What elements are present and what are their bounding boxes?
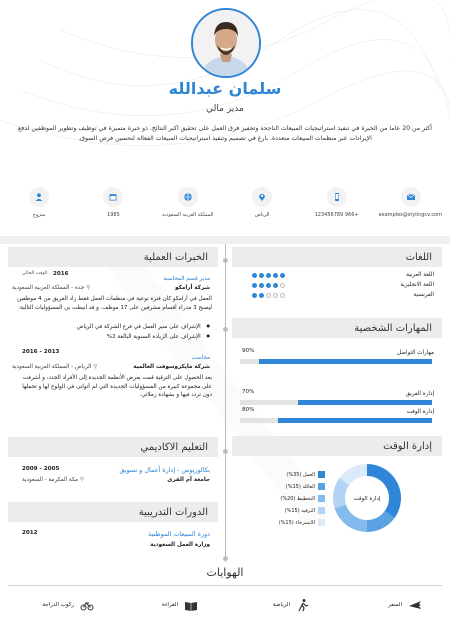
donut-slice: [367, 514, 390, 526]
job-title: مدير مالي: [206, 104, 244, 114]
contact-birth-year-label: 1985: [107, 212, 120, 218]
exp2-location-text: الرياض - المملكة العربية السعودية: [12, 364, 92, 370]
contact-email[interactable]: [380, 187, 442, 218]
language-level-dots: [252, 283, 285, 288]
skill-percent: 70%: [242, 389, 255, 395]
hobby-travel-label: السفر: [388, 602, 402, 608]
hobbies-title: الهوايات: [206, 566, 244, 579]
legend-swatch: [318, 507, 325, 514]
legend-swatch: [318, 471, 325, 478]
location-pin-icon: ⚲: [93, 364, 98, 370]
exp1-bullet: [77, 324, 210, 330]
course-date: 2012: [22, 530, 38, 536]
edu-degree: بكالوريوس - إدارة أعمال و تسويق: [119, 466, 210, 474]
contact-marital-status: [8, 187, 70, 218]
reading-icon: [184, 598, 198, 612]
language-level-dot: [266, 283, 271, 288]
exp2-location: [12, 364, 97, 370]
skill-name: مهارات التواصل: [397, 350, 434, 356]
exp1-company: شركة أرامكو: [175, 285, 210, 291]
phone-icon: [327, 187, 347, 207]
timeline-line: [225, 244, 226, 562]
location-icon: [252, 187, 272, 207]
language-level-dot: [266, 273, 271, 278]
language-row: [232, 272, 434, 282]
skill-name: إدارة الفريق: [405, 391, 434, 397]
contact-country: [157, 187, 219, 218]
contact-birth-year: [82, 187, 144, 218]
language-name: اللغة الانجليزية: [400, 282, 434, 288]
contact-phone-label: +966 123456789: [314, 212, 359, 218]
hobby-sport-label: الرياضة: [272, 602, 290, 608]
exp1-bullet-text: الإشراف على سير العمل في فرع الشركة في الرياض: [76, 324, 201, 330]
donut-slice: [339, 482, 344, 507]
exp1-bullet: [107, 334, 210, 340]
language-level-dot: [280, 273, 285, 278]
contact-city: [231, 187, 293, 218]
exp2-role: محاسب: [191, 355, 210, 361]
skill-bar: [240, 359, 432, 364]
skill-bar-fill: [298, 400, 432, 405]
language-level-dot: [252, 283, 257, 288]
exp1-bullet-text: الإشراف على الزيادة السنوية البالغة 2%: [106, 334, 201, 340]
edu-location-text: مكة المكرمة - السعودية: [22, 477, 78, 483]
timeline-dot: [223, 449, 228, 454]
skill-bar: [240, 400, 432, 405]
exp1-date-start: 2016: [53, 271, 69, 277]
language-level-dot: [280, 293, 285, 298]
profile-summary: أكثر من 20 عاما من الخبرة في تنفيذ استراتيجيات المبيعات الناجحة وتحفيز فرق العمل على تحقيق اكبر النتائج. ذو خبرة متميزة في توظيف وتطوير الموظفين لدفع الإيرادات عبر منظمات المبيعات متعددة. بارع في تصميم وتنفيذ استراتيجيات المبيعات الفعالة لتحسين فرص السوق.: [18, 125, 432, 142]
language-level-dot: [266, 293, 271, 298]
language-name: الفرنسية: [413, 292, 434, 298]
timeline-dot: [223, 556, 228, 561]
language-level-dot: [252, 273, 257, 278]
exp1-date-end: الوقت الحالي: [22, 271, 48, 276]
running-icon: [296, 598, 310, 612]
language-level-dots: [252, 293, 285, 298]
hobby-cycling-label: ركوب الدراجة: [42, 602, 74, 608]
language-level-dot: [259, 283, 264, 288]
legend-swatch: [318, 519, 325, 526]
hobby-reading-label: القراءة: [161, 602, 178, 608]
location-pin-icon: ⚲: [79, 477, 84, 483]
legend-label: التخطيط (20%): [280, 496, 315, 502]
airplane-icon: [408, 598, 422, 612]
bullet-icon: [203, 323, 211, 329]
language-name: اللغة العربية: [406, 272, 434, 278]
time-donut-chart: [330, 461, 404, 535]
education-section-title: [8, 437, 218, 457]
exp2-company: شركة مايكروسوفت العالمية: [133, 364, 210, 370]
language-level-dot: [280, 283, 285, 288]
skill-percent: 80%: [242, 407, 255, 413]
skill-name: إدارة الوقت: [406, 409, 434, 415]
donut-slice: [367, 470, 395, 514]
legend-swatch: [318, 495, 325, 502]
skill-bar-fill: [259, 359, 432, 364]
legend-label: الترفيه (15%): [284, 508, 315, 514]
language-level-dot: [259, 293, 264, 298]
location-pin-icon: ⚲: [86, 285, 91, 291]
hobby-cycling: [42, 598, 94, 612]
legend-label: العائلة (15%): [285, 484, 315, 490]
calendar-icon: [103, 187, 123, 207]
contact-marital-status-label: متزوج: [32, 212, 46, 218]
skill-bar: [240, 418, 432, 423]
hobby-sport: [273, 598, 310, 612]
full-name: سلمان عبدالله: [168, 79, 282, 98]
languages-title-text: اللغات: [405, 251, 432, 263]
donut-center-label: إدارة الوقت: [353, 496, 381, 502]
timeline-dot: [223, 327, 228, 332]
contact-email-label: examples@stylingcv.com: [378, 212, 442, 218]
contact-country-label: المملكة العربية السعودية: [162, 212, 214, 218]
language-level-dot: [252, 293, 257, 298]
experience-title-text: الخبرات العملية: [143, 251, 208, 263]
course-name: دورة المبيعات الموطنية: [148, 530, 210, 538]
bullet-icon: [203, 333, 211, 339]
timeline-dot: [223, 258, 228, 263]
skill-percent: 90%: [242, 348, 255, 354]
contact-city-label: الرياض: [254, 212, 270, 218]
hobbies-divider: [8, 585, 442, 586]
skill-bar-fill: [278, 418, 432, 423]
edu-school: جامعة أم القرى: [167, 477, 210, 483]
courses-section-title: [8, 502, 218, 522]
donut-slice: [340, 507, 367, 526]
exp1-location-text: جدة - المملكة العربية السعودية: [12, 285, 85, 291]
education-title-text: التعليم الاكاديمي: [140, 441, 208, 453]
edu-location: [22, 477, 84, 483]
hobby-reading: [162, 598, 198, 612]
edu-date-range: 2005 - 2009: [22, 466, 60, 472]
globe-icon: [178, 187, 198, 207]
email-icon: [401, 187, 421, 207]
skills-title-text: المهارات الشخصية: [354, 322, 432, 334]
courses-title-text: الدورات التدريبية: [138, 506, 208, 518]
exp2-description: بعد الحصول على الترقية قمت بعرض الأنظمة الجديدة إلى الأفراد الجدد، و أشرفت على مجموعة كبيرة من المسؤوليات الجديدة التي لم أتوانى في الولوج لها و تحملها دون تردد فيها و بشهادة زملائي.: [22, 375, 212, 398]
contact-phone[interactable]: [306, 187, 368, 218]
exp2-date-range: 2013 - 2016: [22, 349, 60, 355]
time-section-title: [232, 436, 442, 456]
language-row: [232, 282, 434, 292]
language-level-dot: [259, 273, 264, 278]
legend-label: الاسترخاء (15%): [278, 520, 315, 526]
profile-photo: [191, 8, 261, 78]
person-icon: [29, 187, 49, 207]
language-row: [232, 292, 434, 302]
languages-section-title: [232, 247, 442, 267]
legend-label: العمل (35%): [286, 472, 315, 478]
skills-section-title: [232, 318, 442, 338]
language-level-dot: [273, 273, 278, 278]
experience-section-title: [8, 247, 218, 267]
separator-band: [0, 236, 450, 244]
language-level-dot: [273, 283, 278, 288]
language-level-dot: [273, 293, 278, 298]
time-title-text: إدارة الوقت: [383, 440, 432, 452]
bicycle-icon: [80, 598, 94, 612]
donut-slice: [344, 470, 367, 482]
exp1-location: [12, 285, 90, 291]
legend-swatch: [318, 483, 325, 490]
contact-row: [8, 187, 442, 218]
language-level-dots: [252, 273, 285, 278]
hobby-travel: [388, 598, 422, 612]
exp1-description: العمل في أرامكو كان فترة نوعية في منظمات العمل فقط زاد الفريق من 4 موظفين ليصبح 3 مدراء أقسام مشرفين على 17 موظف. و قد أنيطت بي المسؤوليات التالية:: [17, 296, 212, 311]
course-issuer: وزارة العمل السعودية: [150, 542, 210, 548]
exp1-role: مدير قسم المحاسبة: [163, 276, 210, 282]
